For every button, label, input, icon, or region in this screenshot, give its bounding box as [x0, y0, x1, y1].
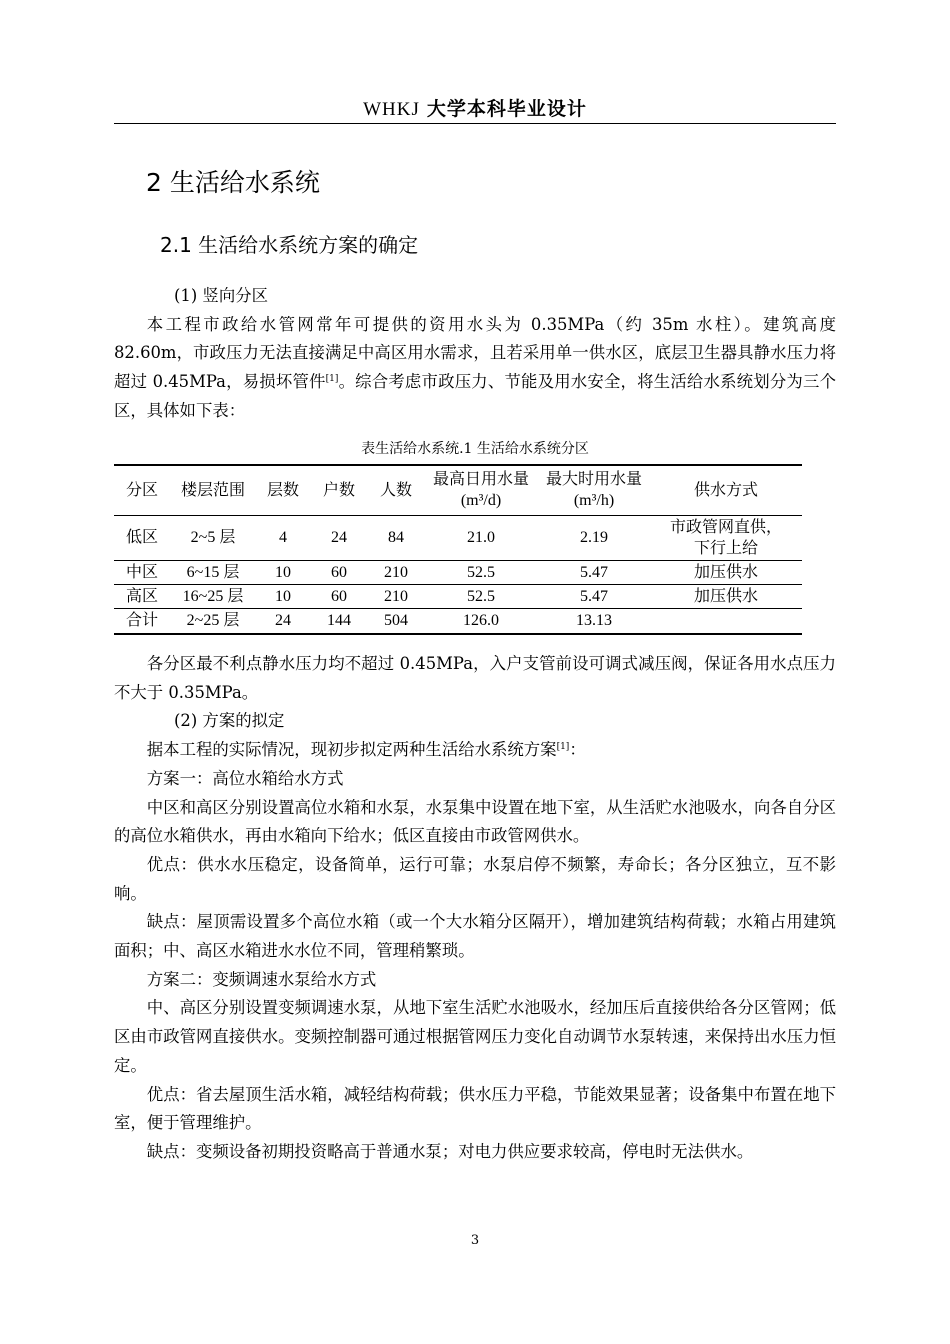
table-cell: 84: [388, 529, 404, 546]
table-cell: 5.47: [538, 560, 650, 584]
table-header-cell: 人数: [379, 481, 412, 499]
body-block: [114, 650, 836, 1167]
table-cell: 13.13: [538, 608, 650, 634]
table-cell: 210: [368, 584, 424, 608]
table-header-cell: 供水方式: [693, 481, 758, 499]
paragraph: [114, 311, 836, 426]
paragraph: 缺点：变频设备初期投资略高于普通水泵；对电力供应要求较高，停电时无法供水。: [146, 1141, 754, 1161]
table-cell: [650, 608, 802, 634]
page-number: 3: [470, 1233, 480, 1248]
plan2-title: 方案二：变频调速水泵给水方式: [146, 969, 377, 989]
table-header-cell: 户数: [322, 481, 355, 499]
table-cell: 2.19: [580, 529, 608, 546]
table-cell: 144: [310, 608, 368, 634]
paragraph: 中区和高区分别设置高位水箱和水泵，水泵集中设置在地下室，从生活贮水池吸水，向各自分区的高位水箱供水，再由水箱向下给水；低区直接由市政管网供水。: [114, 797, 836, 846]
table-cell: 52.5: [424, 560, 538, 584]
table-cell: 16~25 层: [170, 584, 256, 608]
table-cell: 60: [310, 560, 368, 584]
paragraph: 优点：省去屋顶生活水箱，减轻结构荷载；供水压力平稳，节能效果显著；设备集中布置在地下室，便于管理维护。: [114, 1084, 836, 1133]
table-cell: 高区: [114, 584, 170, 608]
paragraph: 缺点：屋顶需设置多个高位水箱（或一个大水箱分区隔开），增加建筑结构荷载；水箱占用建筑面积；中、高区水箱进水水位不同，管理稍繁琐。: [114, 912, 836, 961]
table-cell: 2~25 层: [170, 608, 256, 634]
zoning-table: [114, 464, 802, 635]
paragraph: 中、高区分别设置变频调速水泵，从地下室生活贮水池吸水，经加压后直接供给各分区管网；低区由市政管网直接供水。变频控制器可通过根据管网压力变化自动调节水泵转速，来保持出水压力恒定。: [114, 998, 836, 1075]
text-run: 。综合考虑市政压力、节能及用水安全，将生活给水系统划分为三个区，具体如下表：: [114, 372, 836, 420]
table-cell: 60: [310, 584, 368, 608]
text-run: 据本工程的实际情况，现初步拟定两种生活给水系统方案: [146, 740, 557, 760]
table-cell: 合计: [114, 608, 170, 634]
table-cell: 市政管网直供，下行上给: [669, 518, 782, 557]
section-heading: 2.1 生活给水系统方案的确定: [160, 233, 419, 257]
chapter-heading: 2 生活给水系统: [146, 168, 320, 197]
citation: [1]: [556, 742, 570, 753]
table-cell: 4: [279, 529, 287, 546]
table-cell: 52.5: [424, 584, 538, 608]
table-cell: 10: [256, 584, 310, 608]
text-run: 本工程市政给水管网常年可提供的资用水头为 0.35MPa（约 35m 水柱）。建筑高度 82.60m，市政压力无法直接满足中高区用水需求，且若采用单一供水区，底层卫生器具静水压力将超过 0.45MPa，易损坏管件: [114, 314, 836, 392]
table-header-cell: 分区: [125, 481, 158, 499]
paragraph: [114, 736, 836, 765]
table-cell: 6~15 层: [170, 560, 256, 584]
table-cell: 21.0: [467, 529, 495, 546]
section2-label: (2) 方案的拟定: [174, 711, 285, 731]
table-cell: 10: [256, 560, 310, 584]
table-cell: 低区: [125, 529, 158, 546]
plan1-title: 方案一：高位水箱给水方式: [146, 768, 344, 788]
table-header-cell: 最高日用水量(m³/d): [432, 471, 529, 510]
table-cell: 5.47: [538, 584, 650, 608]
page-header: [114, 94, 836, 121]
table-cell: 24: [331, 529, 347, 546]
paragraph: 各分区最不利点静水压力均不超过 0.45MPa，入户支管前设可调式减压阀，保证各用水点压力不大于 0.35MPa。: [114, 654, 836, 702]
table-header-cell: 层数: [266, 481, 299, 499]
table-cell: 2~5 层: [190, 529, 236, 546]
table-caption: 表生活给水系统.1 生活给水系统分区: [361, 441, 589, 457]
table-cell: 24: [256, 608, 310, 634]
table-cell: 126.0: [424, 608, 538, 634]
citation: [1]: [325, 374, 339, 385]
section1-block: [114, 282, 836, 426]
table-cell: 504: [368, 608, 424, 634]
header-code: WHKJ: [363, 99, 420, 120]
section1-label: (1) 竖向分区: [174, 286, 268, 305]
paragraph: 优点：供水水压稳定，设备简单，运行可靠；水泵启停不频繁，寿命长；各分区独立，互不影响。: [114, 854, 836, 903]
header-rule: [114, 123, 836, 124]
table-row: [114, 515, 802, 560]
table-cell: 加压供水: [650, 584, 802, 608]
table-cell: 加压供水: [650, 560, 802, 584]
header-title: 大学本科毕业设计: [426, 98, 587, 120]
table-header-cell: 最大时用水量(m³/h): [545, 471, 642, 510]
text-run: ：: [569, 740, 586, 760]
table-row: [114, 584, 802, 608]
table-cell: 中区: [114, 560, 170, 584]
table-header-cell: 楼层范围: [180, 481, 245, 499]
table-row: [114, 560, 802, 584]
table-cell: 210: [368, 560, 424, 584]
table-row: [114, 608, 802, 634]
table-header-row: [114, 465, 802, 515]
